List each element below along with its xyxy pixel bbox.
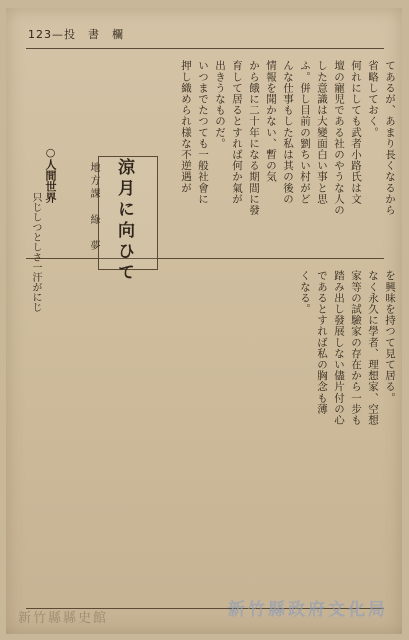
text-column: 省略しておく。 [367,60,379,138]
section-text: 只じしつとしさ一汗がにじ [30,192,41,312]
document-page [6,8,402,634]
text-column: 何れにしても武者小路氏は文 [350,60,362,205]
text-column: 押し織められ様な不逆遇が [180,60,192,194]
text-column: 育して居るとすれば何か氣が [231,60,243,205]
text-column: んな仕事もした私は其の後の [282,60,294,205]
archive-watermark: 新竹縣政府文化局 [228,600,388,620]
text-column: 出きうなものだ。 [214,60,226,149]
article-title: 涼月に向ひて [114,158,134,284]
text-column: 家等の試驗家の存在から一步も [350,270,362,426]
text-column: した意識は大變面白い事と思 [316,60,328,205]
text-column: てあるが、あまり長くなるから [384,60,396,216]
header-rule [26,48,384,49]
article-author: 地方課 綠 夢 [88,162,99,253]
page-header: 123—投 書 欄 [28,28,124,41]
text-column: いつまでたつても一般社會に [197,60,209,205]
text-column: なく永久に學者、理想家、空想 [367,270,379,426]
middle-rule [26,258,384,259]
text-column: ふ。併し目前の劉ちい村がど [299,60,311,205]
section-tag: ○人間世界 [44,146,57,203]
archive-stamp: 新竹縣縣史館 [18,611,109,626]
text-column: であるとすれば私の胸念も薄 [316,270,328,415]
text-column: を興味を持つて見て居る。 [384,270,396,404]
text-column: から餓に二十年になる期間に發 [248,60,260,216]
text-column: 情報を聞かない、暫の気 [265,60,277,183]
text-column: くなる。 [299,270,311,315]
text-column: 踏み出し發展しない儘片付の心 [333,270,345,426]
text-column: 壇の寵児である社のやうな人の [333,60,345,216]
